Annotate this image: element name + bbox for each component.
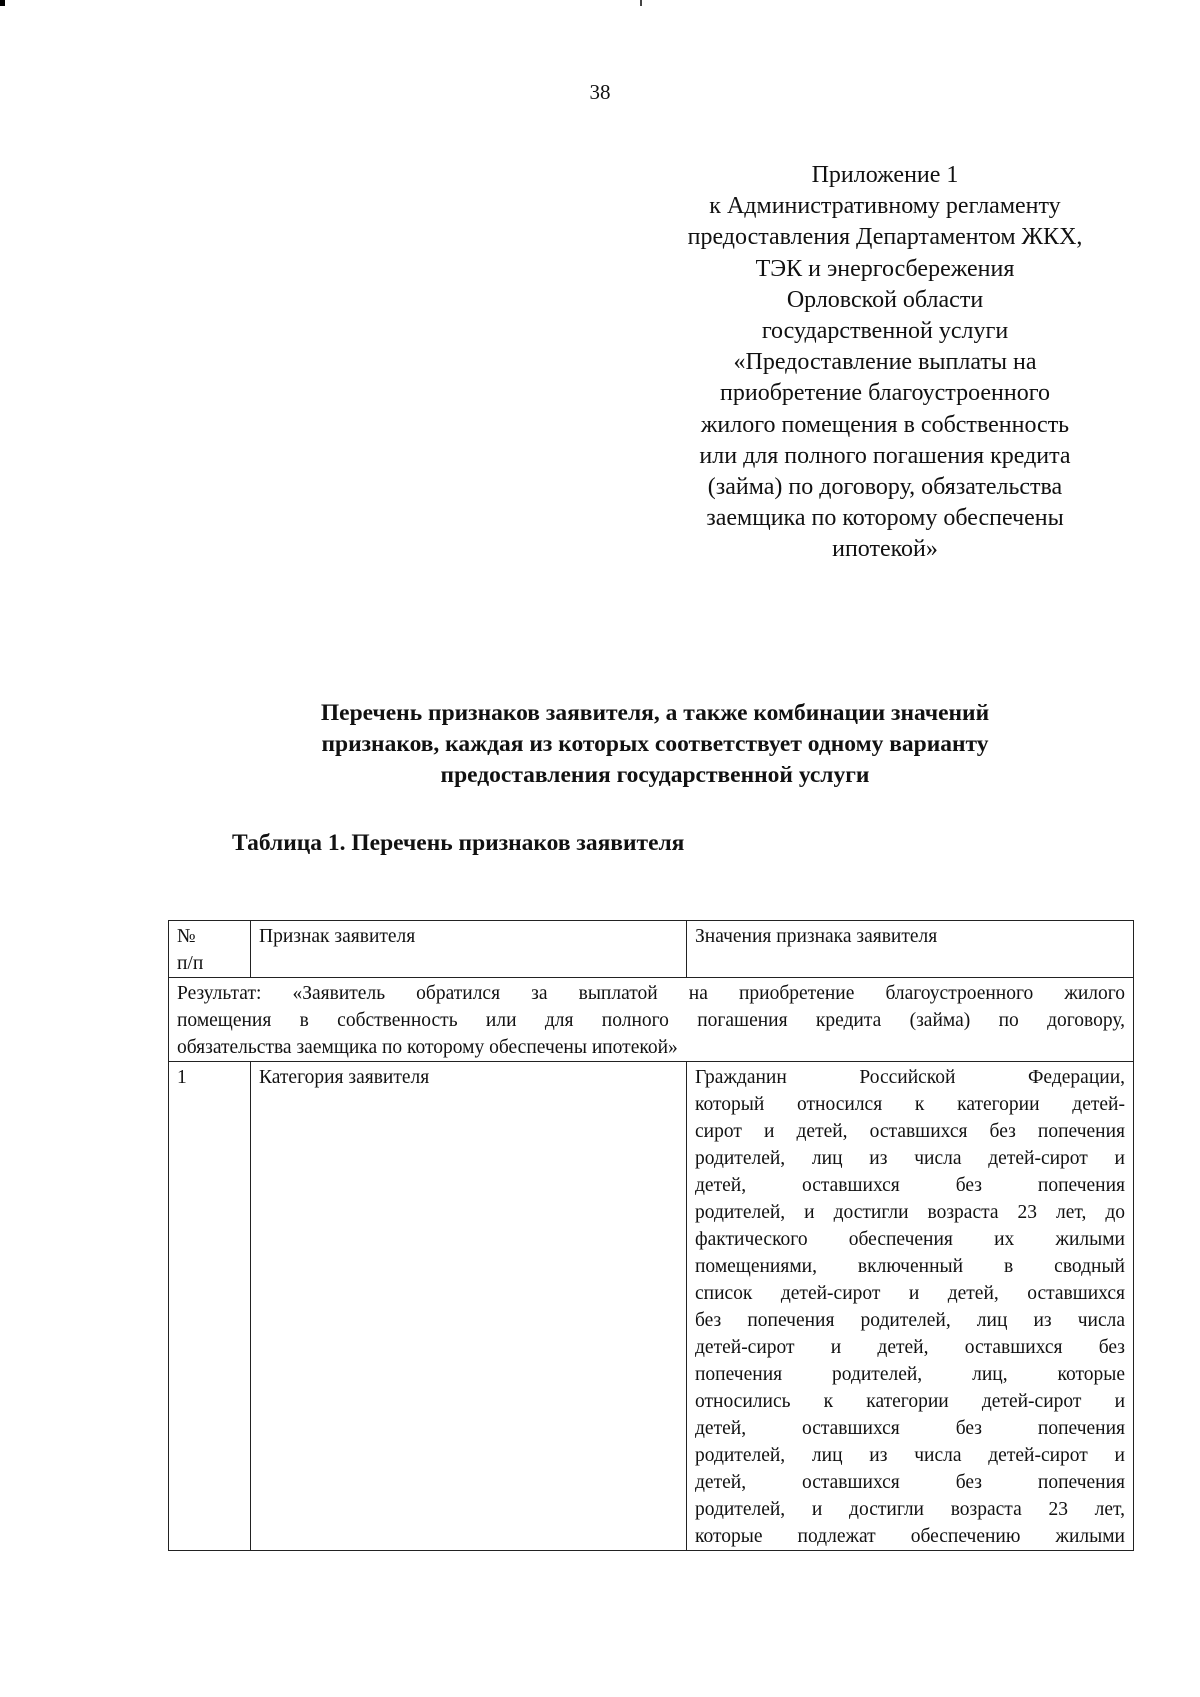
header-sign-cell: Признак заявителя: [251, 921, 687, 978]
appendix-line: или для полного погашения кредита: [699, 442, 1071, 469]
value-line: родителей, лиц из числа детей-сирот и: [695, 1445, 1125, 1466]
applicant-signs-table: [168, 920, 1134, 1551]
appendix-line: государственной услуги: [761, 318, 1009, 345]
value-line: сирот и детей, оставшихся без попечения: [695, 1121, 1125, 1142]
scan-edge-mark: [640, 0, 642, 6]
value-line: которые подлежат обеспечению жилыми: [695, 1526, 1125, 1547]
page-number: 38: [589, 80, 611, 104]
result-cell: [169, 978, 1134, 1062]
value-line: помещениями, включенный в сводный: [695, 1256, 1125, 1277]
document-title-line: признаков, каждая из которых соответствует одному варианту: [321, 731, 989, 757]
value-line: детей, оставшихся без попечения: [695, 1175, 1125, 1196]
document-title-line: предоставления государственной услуги: [440, 762, 870, 788]
value-line: список детей-сирот и детей, оставшихся: [695, 1283, 1125, 1304]
appendix-line: ипотекой»: [832, 536, 938, 563]
header-values-cell: Значения признака заявителя: [687, 921, 1134, 978]
value-line: без попечения родителей, лиц из числа: [695, 1310, 1125, 1331]
document-title: [175, 698, 1135, 791]
header-number-cell: [169, 921, 251, 978]
table-row: [169, 1062, 1134, 1551]
value-line: родителей, и достигли возраста 23 лет,: [695, 1499, 1125, 1520]
appendix-line: жилого помещения в собственность: [700, 411, 1070, 438]
appendix-block: [640, 160, 1130, 566]
table-header-row: [169, 921, 1134, 978]
table-caption: Таблица 1. Перечень признаков заявителя: [232, 830, 685, 856]
appendix-line: к Административному регламенту: [709, 193, 1061, 220]
header-number-abbrev: п/п: [177, 953, 204, 974]
appendix-line: Орловской области: [786, 286, 984, 313]
value-line: который относился к категории детей-: [695, 1094, 1125, 1115]
appendix-line: «Предоставление выплаты на: [733, 349, 1037, 376]
appendix-line: Приложение 1: [811, 162, 959, 188]
value-line: Гражданин Российской Федерации,: [695, 1067, 1125, 1088]
value-line: детей-сирот и детей, оставшихся без: [695, 1337, 1125, 1358]
appendix-line: (займа) по договору, обязательства: [707, 474, 1063, 501]
result-line: обязательства заемщика по которому обеспечены ипотекой»: [177, 1037, 678, 1058]
value-line: фактического обеспечения их жилыми: [695, 1229, 1125, 1250]
row-sign-cell: Категория заявителя: [251, 1062, 687, 1551]
value-line: родителей, лиц из числа детей-сирот и: [695, 1148, 1125, 1169]
value-line: относились к категории детей-сирот и: [695, 1391, 1125, 1412]
value-line: детей, оставшихся без попечения: [695, 1418, 1125, 1439]
appendix-line: заемщика по которому обеспечены: [706, 505, 1064, 532]
header-number-symbol: №: [177, 926, 196, 947]
value-line: родителей, и достигли возраста 23 лет, до: [695, 1202, 1125, 1223]
appendix-line: предоставления Департаментом ЖКХ,: [687, 224, 1083, 251]
scan-edge-mark: [0, 0, 5, 6]
result-row: [169, 978, 1134, 1062]
row-values-cell: [687, 1062, 1134, 1551]
appendix-line: приобретение благоустроенного: [720, 380, 1050, 407]
value-line: попечения родителей, лиц, которые: [695, 1364, 1125, 1385]
document-title-line: Перечень признаков заявителя, а также комбинации значений: [320, 700, 990, 726]
row-number-cell: 1: [169, 1062, 251, 1551]
result-line: помещения в собственность или для полного погашения кредита (займа) по договору,: [177, 1010, 1125, 1031]
result-line: Результат: «Заявитель обратился за выплатой на приобретение благоустроенного жилого: [177, 983, 1125, 1004]
value-line: детей, оставшихся без попечения: [695, 1472, 1125, 1493]
appendix-line: ТЭК и энергосбережения: [755, 255, 1015, 282]
